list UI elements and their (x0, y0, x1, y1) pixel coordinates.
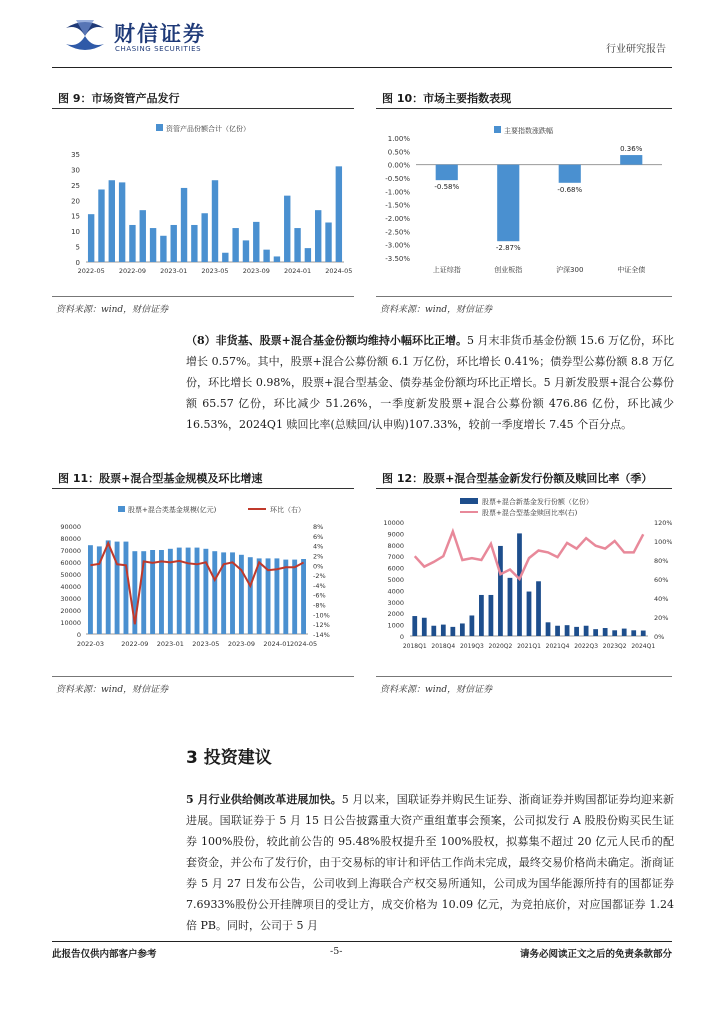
fig12-ytick: 7000 (387, 553, 404, 562)
fig12-source: 资料来源：wind，财信证券 (380, 685, 493, 695)
fig9-bar (191, 225, 197, 262)
fig11-xtick: 2022-09 (121, 640, 149, 648)
fig11-legend-bar-swatch (118, 506, 125, 512)
fig10-ytick: 0.00% (387, 161, 410, 170)
fig11-y2tick: -6% (313, 591, 326, 600)
fig12-legend-line-label: 股票+混合型基金赎回比率(右) (482, 509, 578, 517)
logo-en-text: CHASING SECURITIES (115, 45, 202, 53)
logo-cn-text: 财信证券 (114, 22, 206, 46)
fig12-xtick: 2018Q4 (431, 643, 456, 650)
fig11-y2tick: -10% (313, 611, 330, 620)
fig11-bar (115, 542, 120, 634)
fig11-xtick: 2024-01 (263, 640, 291, 648)
fig12-ytick: 10000 (383, 519, 404, 527)
fig9-bar (253, 222, 259, 262)
paragraph-investment (186, 789, 674, 936)
fig12-ytick: 5000 (387, 576, 404, 584)
paragraph-investment-lead: 5 月行业供给侧改革进展加快。 (186, 793, 342, 806)
fig9-bar (140, 210, 146, 262)
fig11-ytick: 0 (76, 631, 81, 639)
fig12-bar (612, 630, 617, 636)
fig11-y2tick: -12% (313, 621, 330, 630)
fig12-xtick: 2019Q3 (459, 643, 484, 650)
fig10-ytick: -1.50% (385, 201, 410, 210)
fig10-ytick: -2.50% (385, 228, 410, 237)
fig12-bar (555, 626, 560, 636)
fig11-ytick: 30000 (60, 595, 81, 603)
fig9-ytick: 25 (71, 181, 80, 190)
fig11-xtick: 2024-05 (289, 640, 318, 648)
fig11-source: 资料来源：wind，财信证券 (56, 685, 169, 695)
fig9-ytick: 15 (71, 212, 80, 221)
fig10-top-rule (376, 108, 672, 109)
fig12-y2tick: 80% (654, 557, 669, 565)
fig11-ytick: 40000 (60, 583, 81, 591)
fig10-ytick: -3.50% (385, 255, 410, 263)
fig10-bar (497, 165, 519, 242)
fig11-ytick: 70000 (60, 547, 81, 555)
fig11-bar (292, 560, 297, 634)
fig11-legend-bar-label: 股票+混合类基金规模(亿元) (128, 506, 217, 514)
paragraph-fund-shares-lead: （8）非货基、股票+混合基金份额均维持小幅环比正增。 (186, 334, 467, 347)
footer-rule (52, 941, 672, 942)
fig10-bar (559, 165, 581, 183)
fig12-bar (603, 628, 608, 636)
fig9-bar (263, 250, 269, 262)
fig9-top-rule (52, 108, 354, 109)
fig12-y2tick: 40% (654, 595, 669, 603)
fig11-ytick: 20000 (60, 607, 81, 615)
fig12-chart (376, 492, 672, 660)
footer-left: 此报告仅供内部客户参考 (52, 949, 157, 960)
fig12-bar (431, 626, 436, 636)
fig9-bar (284, 196, 290, 262)
fig11-top-rule (52, 488, 354, 489)
fig9-bar (305, 248, 311, 262)
fig9-legend-swatch (156, 124, 163, 131)
fig11-ytick: 50000 (60, 571, 81, 579)
fig11-y2tick: 8% (313, 523, 324, 531)
fig12-line-series (415, 532, 643, 580)
fig11-y2tick: 0% (313, 562, 324, 571)
fig12-bar (508, 578, 513, 636)
fig10-xtick: 上证综指 (432, 266, 461, 274)
fig9-bar (274, 256, 280, 262)
fig12-ytick: 4000 (387, 587, 404, 596)
fig10-data-label: -0.68% (557, 185, 583, 194)
fig9-bar (98, 189, 104, 262)
paragraph-fund-shares-body: 5 月末非货币基金份额 15.6 万亿份，环比增长 0.57%。其中，股票+混合公募份额 6.1 万亿份，环比增长 0.41%；债券型公募份额 8.8 万亿份，环比增长 0.98%，股票+混合型基金、债券基金份额均环比正增长。5 月新发股票+混合公募份额 65.57 亿份，环比减少 51.26%，一季度新发股票+混合公募份额 476.86 亿份，环比减少 16.53%，2024Q1 赎回比率(总赎回/认申购)107.33%，较前一季度增长 7.45 个百分点。 (186, 334, 675, 431)
fig12-xtick: 2021Q4 (545, 643, 570, 650)
fig12-xtick: 2021Q1 (517, 643, 541, 650)
fig9-bar (294, 228, 300, 262)
fig9-ytick: 35 (71, 151, 80, 159)
fig11-bar (88, 545, 93, 634)
fig11-chart (52, 492, 354, 660)
fig12-bar (441, 625, 446, 636)
fig12-bar (593, 629, 598, 636)
fig10-ytick: 0.50% (387, 148, 410, 157)
fig10-chart (376, 112, 672, 294)
fig11-y2tick: 6% (313, 532, 324, 541)
fig12-ytick: 0 (399, 633, 404, 641)
fig9-legend-label: 资管产品份额合计（亿份） (166, 125, 250, 133)
section-heading: 3 投资建议 (186, 748, 272, 768)
fig11-xtick: 2022-03 (76, 640, 105, 648)
fig10-bar (436, 165, 458, 180)
fig12-bar (574, 627, 579, 636)
fig12-bar (489, 595, 494, 636)
fig11-ytick: 80000 (60, 535, 81, 543)
fig12-bar (412, 616, 417, 636)
fig9-ytick: 30 (71, 166, 80, 175)
fig12-y2tick: 20% (654, 614, 669, 622)
fig9-bar (119, 182, 125, 262)
fig11-y2tick: -4% (313, 581, 326, 590)
fig11-bar (239, 555, 244, 634)
footer-right: 请务必阅读正文之后的免责条款部分 (519, 949, 672, 960)
fig11-y2tick: 4% (313, 542, 324, 551)
fig12-bar (622, 629, 627, 636)
fig12-title: 图 12：股票+混合型基金新发行份额及赎回比率（季） (382, 472, 653, 485)
fig12-ytick: 1000 (387, 621, 404, 630)
fig9-xtick: 2022-09 (118, 267, 147, 275)
fig12-ytick: 9000 (387, 530, 404, 539)
fig9-ytick: 20 (71, 197, 80, 206)
fig9-bar (109, 180, 115, 262)
page-header (52, 12, 672, 68)
fig12-ytick: 6000 (387, 564, 404, 573)
fig10-legend-label: 主要指数涨跌幅 (504, 127, 553, 135)
fig12-xtick: 2018Q1 (402, 643, 427, 650)
fig9-bar (336, 166, 342, 262)
fig11-bar (212, 551, 217, 634)
fig12-y2tick: 0% (654, 633, 665, 641)
fig9-title: 图 9：市场资管产品发行 (58, 92, 180, 105)
fig9-ytick: 5 (75, 243, 80, 252)
fig12-y2tick: 120% (654, 519, 672, 527)
fig12-ytick: 3000 (387, 598, 404, 607)
fig9-xtick: 2023-09 (242, 267, 270, 275)
fig9-bar (150, 228, 156, 262)
fig11-bar (124, 542, 129, 634)
fig11-bar (186, 548, 191, 634)
fig12-bar (641, 631, 646, 636)
page-number: -5- (330, 946, 343, 957)
fig11-title: 图 11：股票+混合型基金规模及环比增速 (58, 472, 263, 485)
fig10-ytick: -0.50% (385, 175, 410, 183)
fig12-legend-bar-swatch (460, 498, 478, 504)
fig11-xtick: 2023-05 (192, 640, 220, 648)
fig12-y2tick: 100% (654, 538, 672, 546)
fig11-ytick: 90000 (60, 523, 81, 531)
fig12-bar (527, 592, 532, 636)
fig9-source: 资料来源：wind，财信证券 (56, 305, 169, 315)
fig11-y2tick: 2% (313, 552, 324, 561)
fig9-bar (232, 228, 238, 262)
fig9-xtick: 2024-01 (283, 267, 312, 275)
fig12-xtick: 2020Q2 (488, 643, 513, 650)
fig11-bar (283, 560, 288, 634)
fig12-top-rule (376, 488, 672, 489)
fig10-xtick: 沪深300 (556, 266, 584, 274)
fig10-title: 图 10：市场主要指数表现 (382, 92, 512, 105)
fig11-y2tick: -14% (313, 631, 330, 639)
fig10-ytick: 1.00% (387, 135, 410, 143)
fig9-ytick: 0 (75, 259, 80, 267)
fig9-bar (315, 210, 321, 262)
fig10-xtick: 创业板指 (494, 266, 523, 274)
fig12-xtick: 2022Q3 (574, 643, 599, 650)
fig12-bar (631, 630, 636, 636)
fig12-bar (517, 533, 522, 636)
fig9-xtick: 2024-05 (325, 267, 353, 275)
fig10-source: 资料来源：wind，财信证券 (380, 305, 493, 315)
fig9-bar (201, 213, 207, 262)
chasing-logo-icon (62, 14, 108, 58)
fig12-bar (498, 546, 503, 636)
fig9-bar (129, 225, 135, 262)
fig12-bottom-rule (376, 676, 672, 677)
fig11-y2tick: -2% (313, 572, 326, 581)
fig12-bar (584, 626, 589, 636)
fig9-bar (160, 236, 166, 262)
fig10-bar (620, 155, 642, 165)
paragraph-investment-body: 5 月以来，国联证券并购民生证券、浙商证券并购国都证券均迎来新进展。国联证券于 5 月 15 日公告披露重大资产重组董事会预案，公司拟发行 A 股股份购买民生证券 100%股份，较此前公告的 95.48%股权提升至 100%股权，拟募集不超过 20 亿元人民币的配套资金，并公布了发行价，由于交易标的审计和评估工作尚未完成，最终交易价格尚未确定。浙商证券 5 月 27 日发布公告，公司收到上海联合产权交易所通知，公司成为国华能源所持有的国都证券 7.6933%股份公开挂牌项目的受让方，成交价格为 10.09 亿元，为竞拍底价，对应国都证券 1.24 倍 PB。同时，公司于 5 月 (186, 793, 674, 932)
fig11-bar (257, 558, 262, 634)
fig11-ytick: 60000 (60, 559, 81, 567)
fig9-xtick: 2023-05 (201, 267, 229, 275)
fig12-bar (479, 595, 484, 636)
fig12-y2tick: 60% (654, 576, 669, 584)
fig9-ytick: 10 (71, 228, 80, 237)
fig11-bottom-rule (52, 676, 354, 677)
fig12-bar (460, 623, 465, 636)
fig12-bar (536, 581, 541, 636)
fig11-y2tick: -8% (313, 601, 326, 610)
fig10-legend-swatch (494, 126, 501, 133)
fig12-ytick: 8000 (387, 541, 404, 550)
fig10-ytick: -3.00% (385, 241, 410, 250)
fig10-data-label: 0.36% (620, 145, 643, 154)
fig9-bar (222, 253, 228, 262)
fig9-bar (212, 180, 218, 262)
fig12-xtick: 2024Q1 (631, 643, 656, 650)
fig10-data-label: -0.58% (434, 183, 460, 192)
fig9-xtick: 2022-05 (77, 267, 105, 275)
fig9-bar (181, 188, 187, 262)
fig11-bar (106, 540, 111, 634)
fig9-bar (243, 240, 249, 262)
fig11-bar (301, 559, 306, 634)
fig11-bar (195, 548, 200, 634)
fig9-bottom-rule (52, 296, 354, 297)
fig9-chart (52, 112, 354, 294)
fig11-legend-line-label: 环比（右） (270, 506, 305, 514)
fig10-bottom-rule (376, 296, 672, 297)
fig12-legend-bar-label: 股票+混合新基金发行份额（亿份） (482, 498, 593, 506)
fig12-bar (565, 625, 570, 636)
fig10-xtick: 中证全债 (617, 266, 646, 274)
fig11-xtick: 2023-09 (227, 640, 255, 648)
fig12-bar (470, 615, 475, 636)
fig9-bar (88, 214, 94, 262)
paragraph-fund-shares (186, 330, 674, 435)
report-type: 行业研究报告 (606, 44, 666, 55)
fig12-bar (546, 622, 551, 636)
fig12-bar (422, 618, 427, 636)
fig10-ytick: -2.00% (385, 215, 410, 223)
fig11-ytick: 10000 (60, 619, 81, 627)
fig12-xtick: 2023Q2 (602, 643, 627, 650)
fig10-ytick: -1.00% (385, 188, 410, 197)
fig9-xtick: 2023-01 (160, 267, 188, 275)
fig11-bar (248, 557, 253, 634)
fig11-xtick: 2023-01 (156, 640, 184, 648)
fig12-ytick: 2000 (387, 610, 404, 619)
fig10-data-label: -2.87% (495, 244, 521, 253)
fig9-bar (171, 225, 177, 262)
fig12-bar (450, 627, 455, 636)
fig9-bar (325, 223, 331, 262)
